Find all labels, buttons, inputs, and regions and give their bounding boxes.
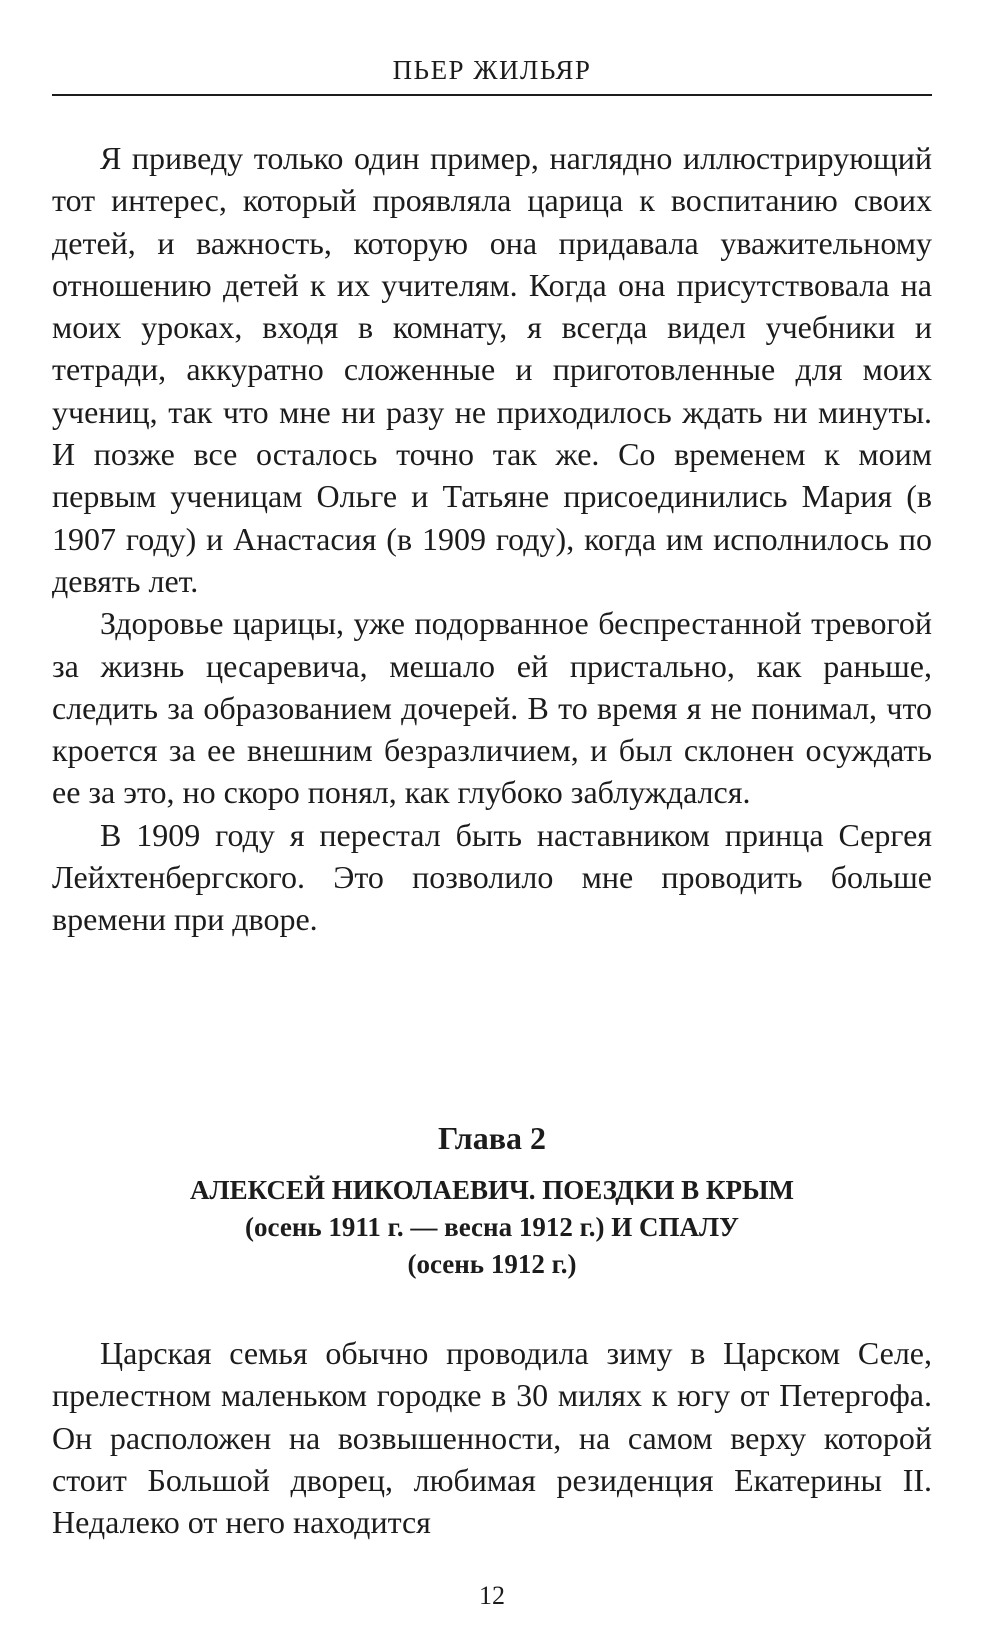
paragraph: Царская семья обычно проводила зиму в Царском Селе, прелестном маленьком городке в 30 милях к югу от Петергофа. Он расположен на возвышенности, на самом верху которой стоит Большой дворец, любимая резиденция Екатерины II. Недалеко от него находится [52, 1335, 932, 1541]
chapter-title-line: АЛЕКСЕЙ НИКОЛАЕВИЧ. ПОЕЗДКИ В КРЫМ [190, 1175, 794, 1205]
header-rule [52, 94, 932, 96]
paragraph: Здоровье царицы, уже подорванное беспрестанной тревогой за жизнь цесаревича, мешало ей пристально, как раньше, следить за образованием дочерей. В то время я не понимал, что кроется за ее внешним безразличием, и был склонен осуждать ее за это, но скоро понял, как глубоко заблуждался. [52, 605, 932, 811]
running-head-author: ПЬЕР ЖИЛЬЯР [392, 55, 592, 85]
paragraph: В 1909 году я перестал быть наставником принца Сергея Лейхтенбергского. Это позволило мне проводить больше времени при дворе. [52, 816, 932, 938]
chapter-body-text [52, 1332, 932, 1543]
chapter-number: Глава 2 [438, 1120, 546, 1156]
body-text [52, 137, 932, 941]
paragraph: Я приведу только один пример, наглядно иллюстрирующий тот интерес, который проявляла царица к воспитанию своих детей, и важность, которую она придавала уважительному отношению детей к их учителям. Когда она присутствовала на моих уроках, входя в комнату, я всегда видел учебники и тетради, аккуратно сложенные и приготовленные для моих учениц, так что мне ни разу не приходилось ждать ни минуты. И позже все осталось точно так же. Со временем к моим первым ученицам Ольге и Татьяне присоединились Мария (в 1907 году) и Анастасия (в 1909 году), когда им исполнилось по девять лет. [52, 140, 932, 599]
chapter-heading [52, 1118, 932, 1283]
chapter-title-line: (осень 1911 г. — весна 1912 г.) И СПАЛУ [245, 1212, 739, 1242]
page-number: 12 [479, 1581, 505, 1610]
chapter-title-line: (осень 1912 г.) [407, 1249, 577, 1279]
